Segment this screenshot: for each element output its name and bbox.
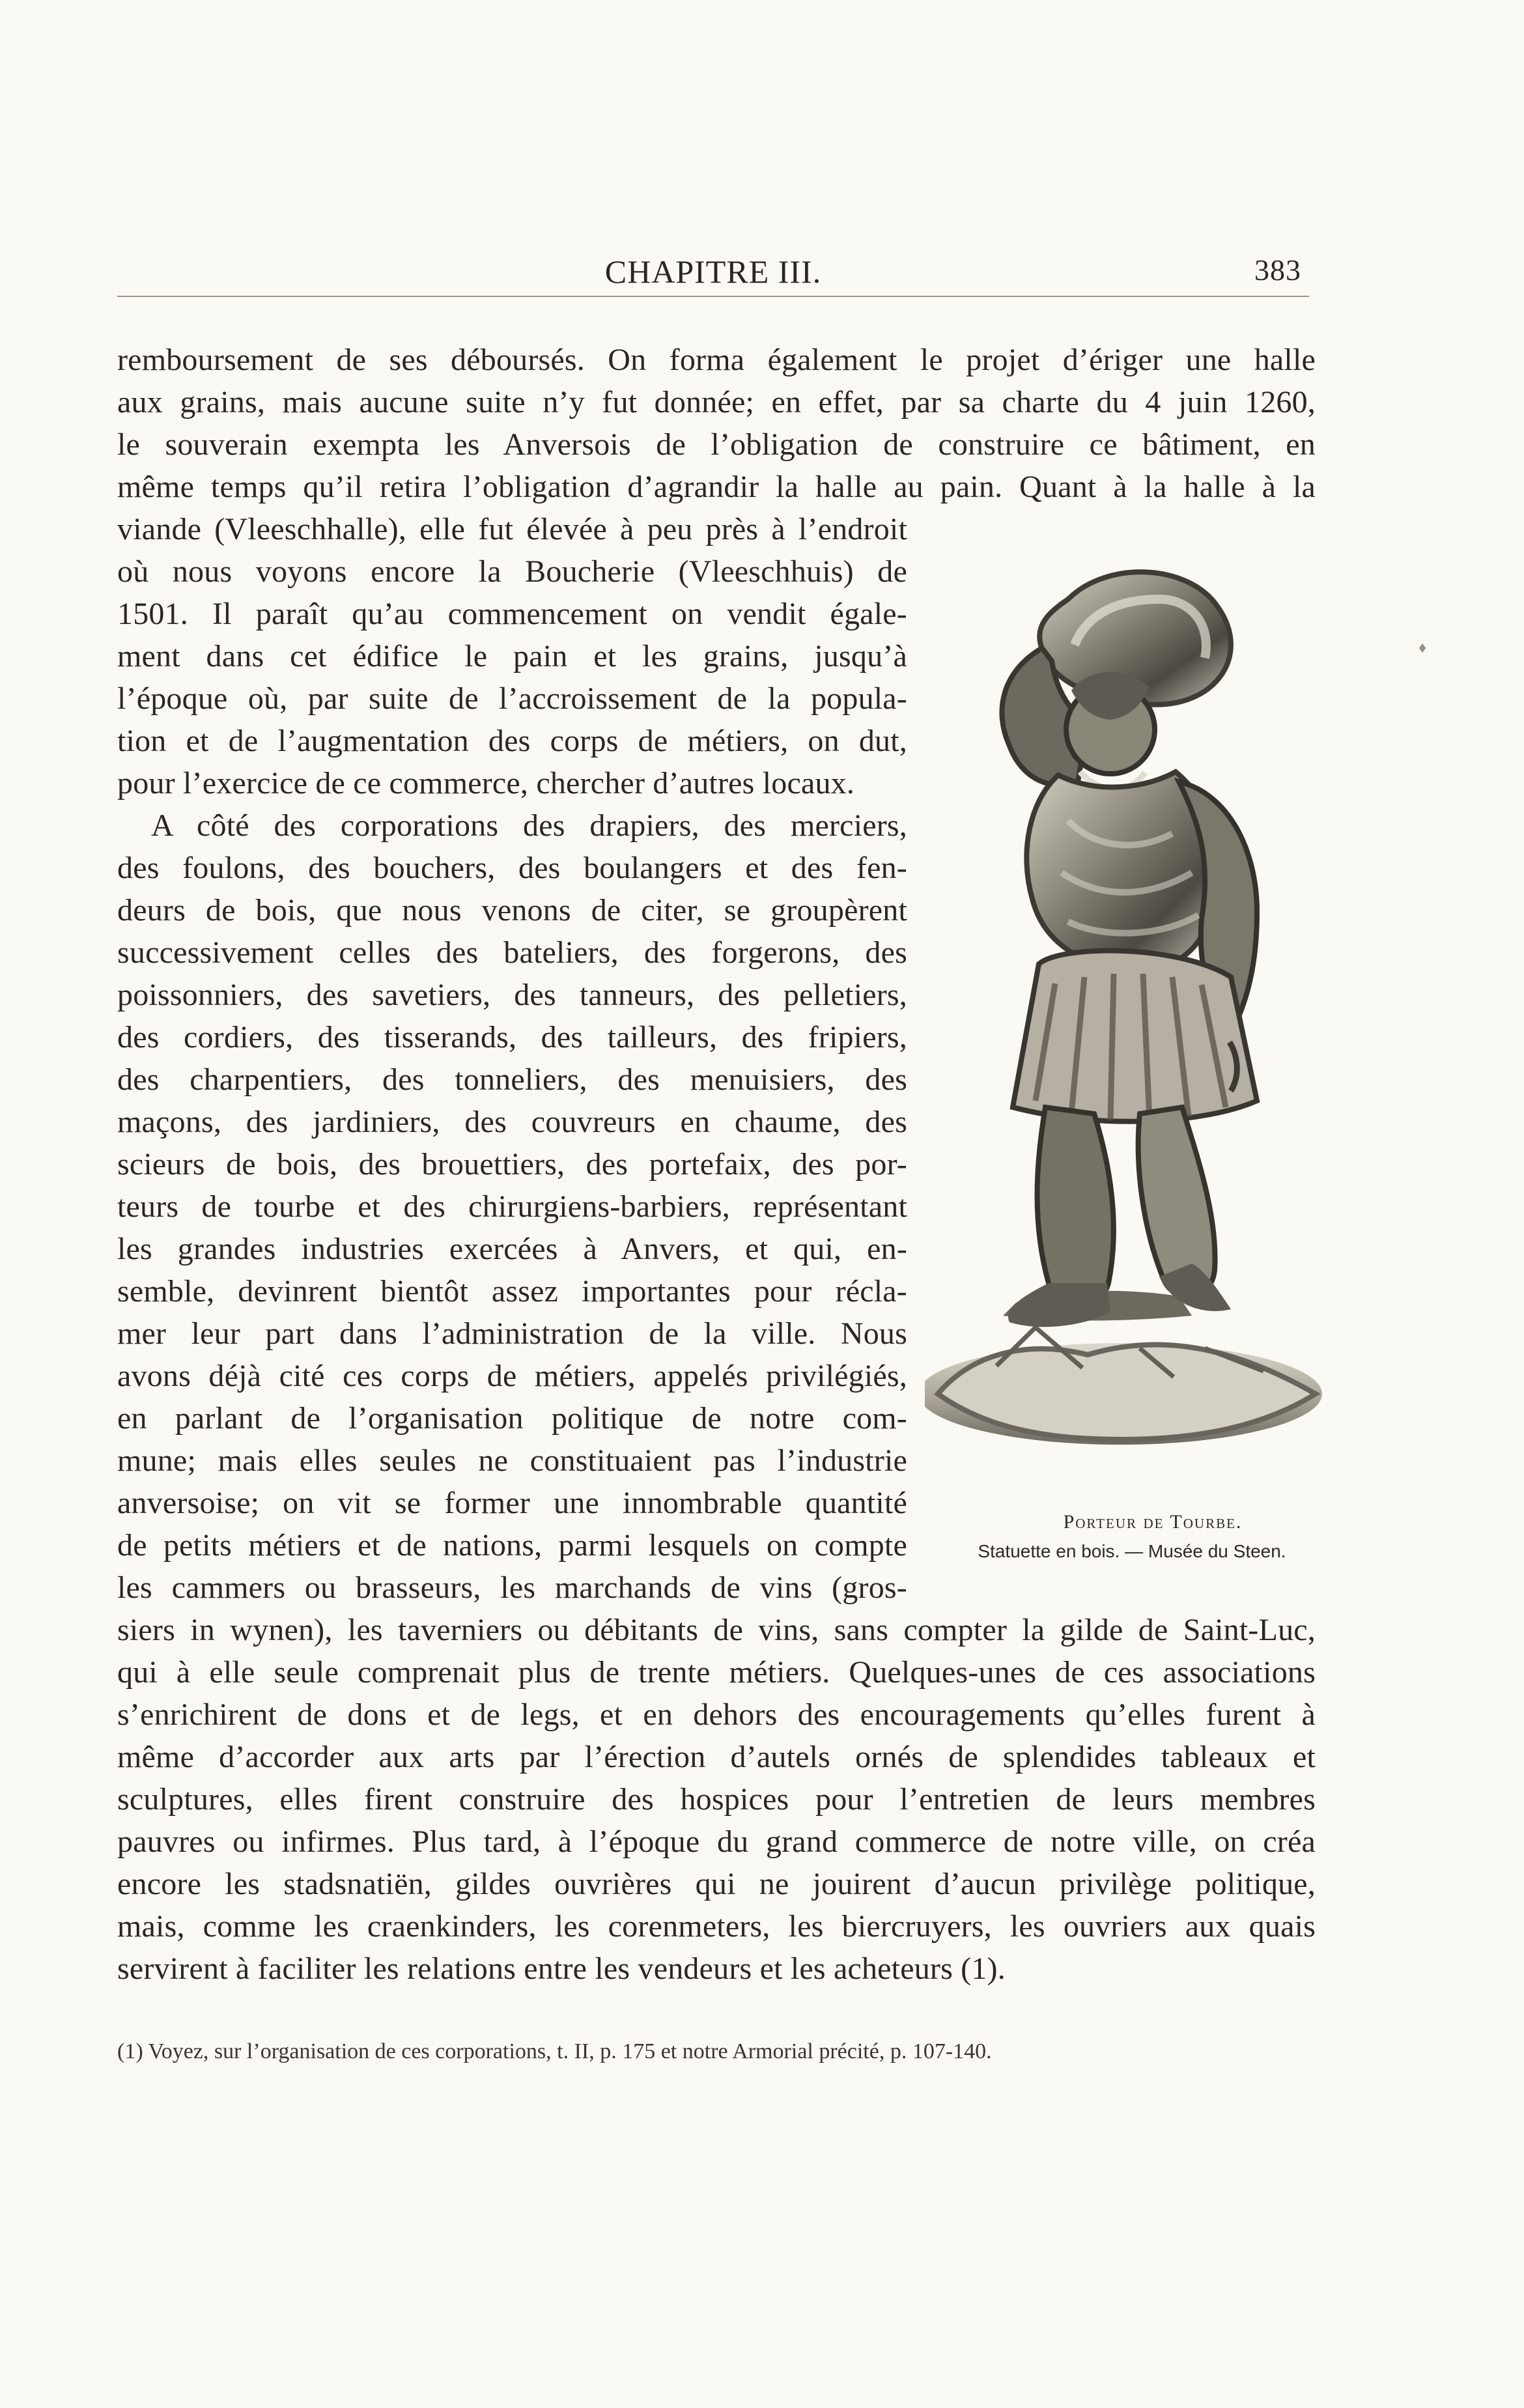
body-line: poissonniers, des savetiers, des tanneurs, des pelletiers, — [117, 978, 907, 1012]
body-line: 1501. Il paraît qu’au commencement on vendit égale- — [117, 597, 907, 631]
body-line: de petits métiers et de nations, parmi lesquels on compte — [117, 1528, 907, 1563]
page-number: 383 — [1254, 253, 1301, 287]
body-line: mais, comme les craenkinders, les corenmeters, les biercruyers, les ouvriers aux quais — [117, 1909, 1316, 1944]
body-line: ment dans cet édifice le pain et les grains, jusqu’à — [117, 639, 907, 673]
body-line: pour l’exercice de ce commerce, chercher d’autres locaux. — [117, 766, 855, 800]
page-mark: ♦ — [1418, 640, 1427, 657]
body-line: teurs de tourbe et des chirurgiens-barbiers, représentant — [117, 1189, 907, 1224]
body-line: remboursement de ses déboursés. On forma également le projet d’ériger une halle — [117, 343, 1316, 377]
body-line: même temps qu’il retira l’obligation d’agrandir la halle au pain. Quant à la halle à la — [117, 470, 1316, 504]
body-line: A côté des corporations des drapiers, des merciers, — [151, 808, 907, 843]
figure-caption-title: Porteur de Tourbe. — [1063, 1511, 1243, 1533]
body-line: en parlant de l’organisation politique de notre com- — [117, 1401, 907, 1436]
body-line: mune; mais elles seules ne constituaient pas l’industrie — [117, 1443, 907, 1478]
body-line: maçons, des jardiniers, des couvreurs en chaume, des — [117, 1105, 907, 1139]
body-line: avons déjà cité ces corps de métiers, appelés privilégiés, — [117, 1359, 907, 1393]
running-head — [117, 242, 1309, 297]
body-line: semble, devinrent bientôt assez importantes pour récla- — [117, 1274, 907, 1309]
body-line: qui à elle seule comprenait plus de trente métiers. Quelques-unes de ces associations — [117, 1655, 1316, 1690]
statuette-figure — [925, 547, 1329, 1508]
body-line: sculptures, elles firent construire des hospices pour l’entretien de leurs membres — [117, 1782, 1316, 1817]
body-line: s’enrichirent de dons et de legs, et en dehors des encouragements qu’elles furent à — [117, 1697, 1316, 1732]
body-line: des cordiers, des tisserands, des tailleurs, des fripiers, — [117, 1020, 907, 1055]
body-line: tion et de l’augmentation des corps de métiers, on dut, — [117, 724, 907, 758]
body-line: deurs de bois, que nous venons de citer, se groupèrent — [117, 893, 907, 928]
body-line: successivement celles des bateliers, des forgerons, des — [117, 935, 907, 970]
body-line: mer leur part dans l’administration de la ville. Nous — [117, 1316, 907, 1351]
body-line: l’époque où, par suite de l’accroissement de la popula- — [117, 681, 907, 716]
footnote: (1) Voyez, sur l’organisation de ces corporations, t. II, p. 175 et notre Armorial précité, p. 107-140. — [117, 2039, 992, 2063]
body-line: pauvres ou infirmes. Plus tard, à l’époque du grand commerce de notre ville, on créa — [117, 1824, 1316, 1859]
body-line: anversoise; on vit se former une innombrable quantité — [117, 1486, 907, 1520]
body-line: même d’accorder aux arts par l’érection d’autels ornés de splendides tableaux et — [117, 1740, 1316, 1774]
body-line: scieurs de bois, des brouettiers, des portefaix, des por- — [117, 1147, 907, 1182]
body-line: des foulons, des bouchers, des boulangers et des fen- — [117, 851, 907, 885]
figure-caption-subtitle: Statuette en bois. — Musée du Steen. — [978, 1541, 1286, 1561]
body-line: viande (Vleeschhalle), elle fut élevée à peu près à l’endroit — [117, 512, 907, 546]
chapter-title: CHAPITRE III. — [604, 253, 822, 290]
body-line: où nous voyons encore la Boucherie (Vleeschhuis) de — [117, 554, 907, 589]
body-line: siers in wynen), les taverniers ou débitants de vins, sans compter la gilde de Saint-Luc, — [117, 1613, 1316, 1647]
body-line: aux grains, mais aucune suite n’y fut donnée; en effet, par sa charte du 4 juin 1260, — [117, 385, 1316, 419]
peat-carrier-statuette-illustration — [925, 547, 1329, 1508]
body-line: les grandes industries exercées à Anvers, et qui, en- — [117, 1232, 907, 1266]
body-line: des charpentiers, des tonneliers, des menuisiers, des — [117, 1062, 907, 1097]
body-line: encore les stadsnatiën, gildes ouvrières qui ne jouirent d’aucun privilège politique, — [117, 1867, 1316, 1901]
body-line: les cammers ou brasseurs, les marchands de vins (gros- — [117, 1570, 907, 1605]
body-line: le souverain exempta les Anversois de l’obligation de construire ce bâtiment, en — [117, 427, 1316, 462]
body-line: servirent à faciliter les relations entre les vendeurs et les acheteurs (1). — [117, 1951, 1006, 1986]
